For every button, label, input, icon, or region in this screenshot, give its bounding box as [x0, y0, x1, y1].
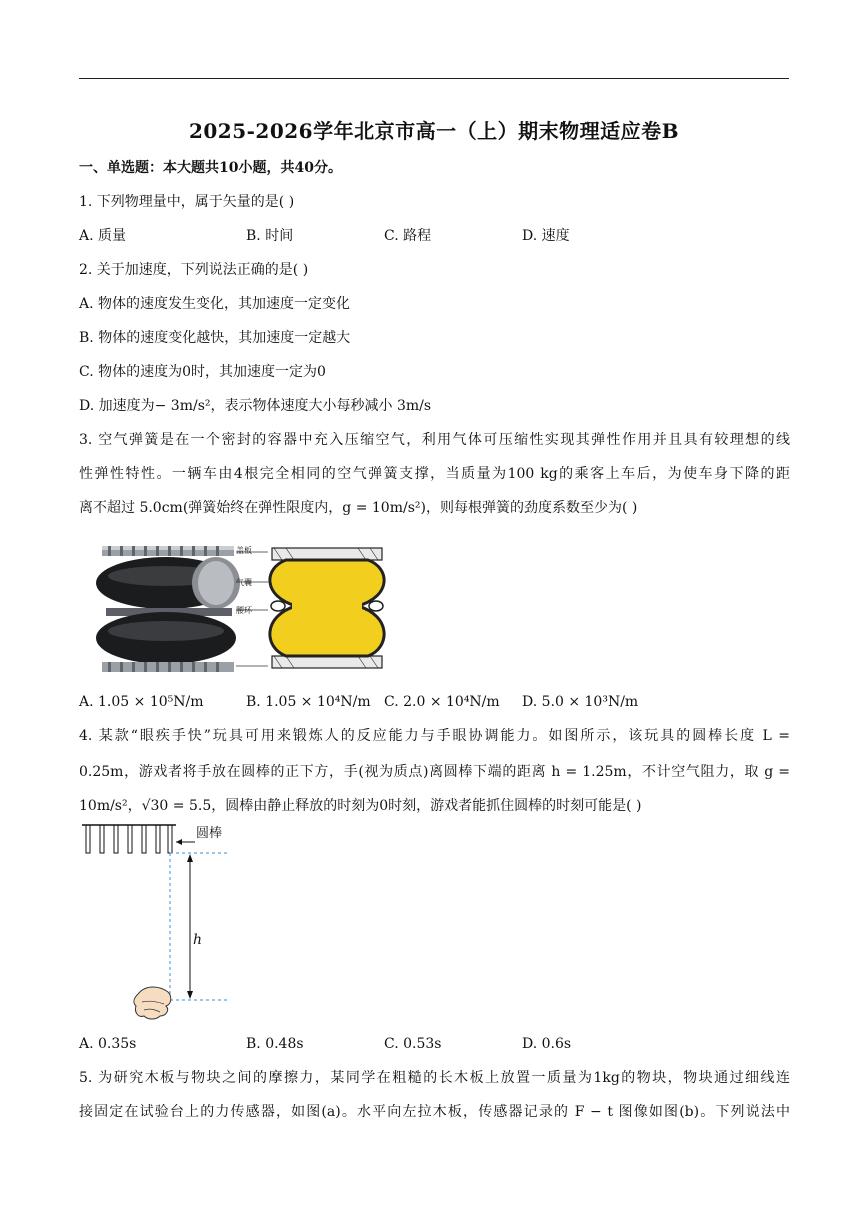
q3-stem-line-1: 3. 空气弹簧是在一个密封的容器中充入压缩空气，利用气体可压缩性实现其弹性作用并且具有较理想的线 — [79, 432, 790, 448]
q1-stem: 1. 下列物理量中，属于矢量的是( ) — [79, 194, 295, 210]
falling-rod-figure — [80, 822, 240, 1028]
q4-option-c[interactable]: C. 0.53s — [384, 1036, 442, 1052]
label-cover-plate: 盖板 — [236, 546, 252, 555]
q2-stem: 2. 关于加速度，下列说法正确的是( ) — [79, 262, 309, 278]
rod-label: 圆棒 — [196, 826, 223, 841]
q1-option-d[interactable]: D. 速度 — [522, 228, 570, 244]
q4-option-d[interactable]: D. 0.6s — [522, 1036, 572, 1052]
header-rule — [79, 78, 789, 79]
q3-stem-line-2: 性弹性特性。一辆车由4根完全相同的空气弹簧支撑，当质量为100 kg的乘客上车后，为使车身下降的距 — [79, 466, 790, 482]
page-title: 2025-2026学年北京市高一（上）期末物理适应卷B — [188, 119, 680, 143]
q1-option-c[interactable]: C. 路程 — [384, 228, 432, 244]
q2-option-a[interactable]: A. 物体的速度发生变化，其加速度一定变化 — [79, 296, 351, 312]
hand-icon — [134, 987, 171, 1019]
air-spring-cross-section — [270, 548, 384, 668]
q4-option-b[interactable]: B. 0.48s — [246, 1036, 304, 1052]
q5-stem-line-1: 5. 为研究木板与物块之间的摩擦力，某同学在粗糙的长木板上放置一质量为1kg的物块，物块通过细线连 — [79, 1070, 790, 1086]
q3-option-b[interactable]: B. 1.05 × 10⁴N/m — [246, 694, 371, 710]
q4-stem-line-2: 0.25m，游戏者将手放在圆棒的正下方，手(视为质点)离圆棒下端的距离 h = 1.25m，不计空气阻力，取 g = — [79, 764, 790, 780]
distance-h-label: h — [193, 932, 203, 948]
q4-option-a[interactable]: A. 0.35s — [79, 1036, 137, 1052]
air-spring-figure — [96, 538, 426, 678]
q2-option-c[interactable]: C. 物体的速度为0时，其加速度一定为0 — [79, 364, 326, 380]
section-heading: 一、单选题：本大题共10小题，共40分。 — [79, 160, 342, 176]
q3-option-c[interactable]: C. 2.0 × 10⁴N/m — [384, 694, 500, 710]
q5-stem-line-2: 接固定在试验台上的力传感器，如图(a)。水平向左拉木板，传感器记录的 F − t 图像如图(b)。下列说法中 — [79, 1104, 790, 1120]
label-air-bag: 气囊 — [236, 578, 252, 587]
q3-option-d[interactable]: D. 5.0 × 10³N/m — [522, 694, 639, 710]
q3-option-a[interactable]: A. 1.05 × 10⁵N/m — [79, 694, 204, 710]
q4-stem-line-3: 10m/s²，√30 = 5.5，圆棒由静止释放的时刻为0时刻，游戏者能抓住圆棒的时刻可能是( ) — [79, 798, 642, 814]
q1-option-a[interactable]: A. 质量 — [79, 228, 127, 244]
q4-stem-line-1: 4. 某款“眼疾手快”玩具可用来锻炼人的反应能力与手眼协调能力。如图所示，该玩具的圆棒长度 L = — [79, 728, 790, 744]
q2-option-b[interactable]: B. 物体的速度变化越快，其加速度一定越大 — [79, 330, 351, 346]
label-waist-ring: 腰环 — [236, 606, 252, 615]
air-spring-photo — [96, 546, 240, 672]
q1-option-b[interactable]: B. 时间 — [246, 228, 294, 244]
q2-option-d[interactable]: D. 加速度为− 3m/s²，表示物体速度大小每秒减小 3m/s — [79, 398, 432, 414]
q3-stem-line-3: 离不超过 5.0cm(弹簧始终在弹性限度内，g = 10m/s²)，则每根弹簧的劲度系数至少为( ) — [79, 500, 638, 516]
